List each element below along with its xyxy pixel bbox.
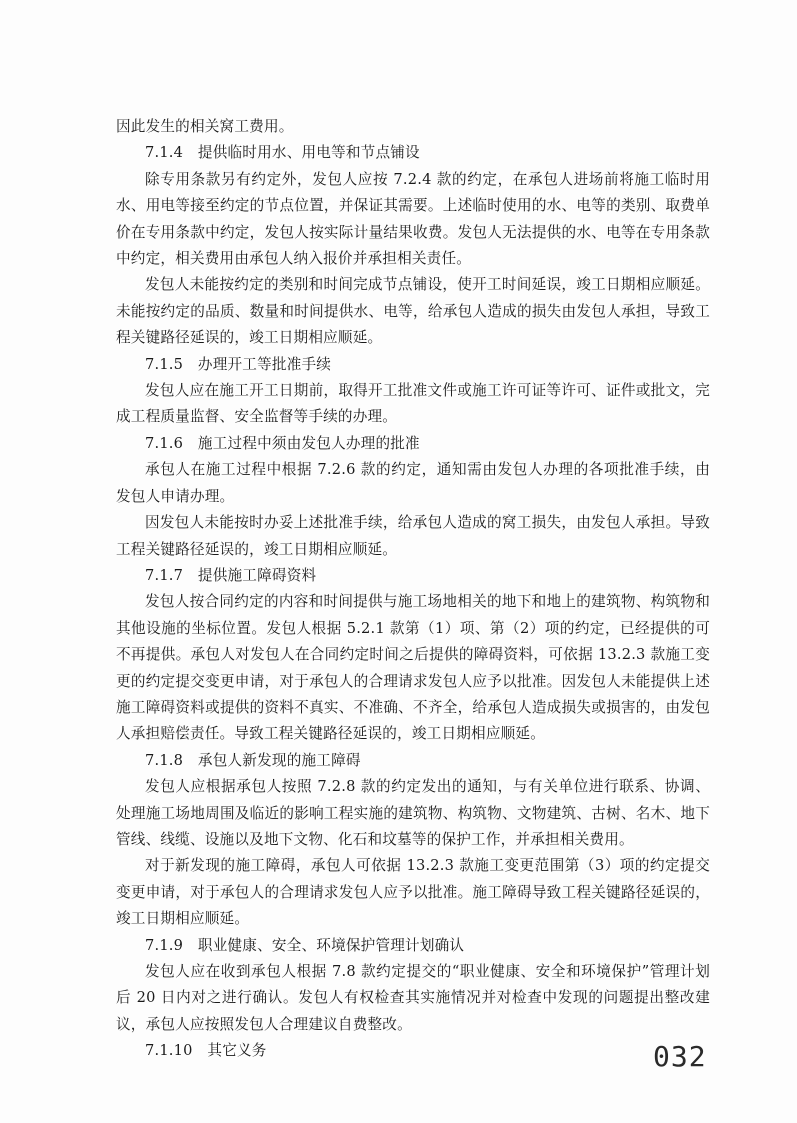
body-text xyxy=(116,114,710,1065)
body-paragraph: 发包人按合同约定的内容和时间提供与施工场地相关的地下和地上的建筑物、构筑物和其他设施的坐标位置。发包人根据 5.2.1 款第（1）项、第（2）项的约定，已经提供的可不再提供。承包人对发包人在合同约定时间之后提供的障碍资料，可依据 13.2.3 款施工变更的约定提交变更申请，对于承包人的合理请求发包人应予以批准。因发包人未能提供上述施工障碍资料或提供的资料不真实、不准确、不齐全，给承包人造成损失或损害的，由发包人承担赔偿责任。导致工程关键路径延误的，竣工日期相应顺延。 xyxy=(116,593,710,743)
body-paragraph: 发包人应在施工开工日期前，取得开工批准文件或施工许可证等许可、证件或批文，完成工程质量监督、安全监督等手续的办理。 xyxy=(116,382,710,426)
body-paragraph: 除专用条款另有约定外，发包人应按 7.2.4 款的约定，在承包人进场前将施工临时用水、用电等接至约定的节点位置，并保证其需要。上述临时使用的水、电等的类别、取费单价在专用条款中约定，发包人按实际计量结果收费。发包人无法提供的水、电等在专用条款中约定，相关费用由承包人纳入报价并承担相关责任。 xyxy=(116,170,710,268)
section-heading: 7.1.5 办理开工等批准手续 xyxy=(145,355,332,373)
body-paragraph: 发包人应根据承包人按照 7.2.8 款的约定发出的通知，与有关单位进行联系、协调、处理施工场地周围及临近的影响工程实施的建筑物、构筑物、文物建筑、古树、名木、地下管线、线缆、设施以及地下文物、化石和坟墓等的保护工作，并承担相关费用。 xyxy=(116,778,710,848)
section-heading: 7.1.8 承包人新发现的施工障碍 xyxy=(145,751,361,769)
section-heading: 7.1.4 提供临时用水、用电等和节点铺设 xyxy=(145,144,420,162)
body-paragraph: 对于新发现的施工障碍，承包人可依据 13.2.3 款施工变更范围第（3）项的约定提交变更申请，对于承包人的合理请求发包人应予以批准。施工障碍导致工程关键路径延误的，竣工日期相应顺延。 xyxy=(116,857,710,928)
body-paragraph: 发包人未能按约定的类别和时间完成节点铺设，使开工时间延误，竣工日期相应顺延。未能按约定的品质、数量和时间提供水、电等，给承包人造成的损失由发包人承担，导致工程关键路径延误的，竣工日期相应顺延。 xyxy=(116,276,710,347)
body-paragraph: 承包人在施工过程中根据 7.2.6 款的约定，通知需由发包人办理的各项批准手续，由发包人申请办理。 xyxy=(116,461,710,505)
section-heading: 7.1.6 施工过程中须由发包人办理的批准 xyxy=(145,434,420,452)
section-heading: 7.1.10 其它义务 xyxy=(145,1042,267,1060)
section-heading: 7.1.9 职业健康、安全、环境保护管理计划确认 xyxy=(145,936,465,954)
body-paragraph: 发包人应在收到承包人根据 7.8 款约定提交的“职业健康、安全和环境保护”管理计划后 20 日内对之进行确认。发包人有权检查其实施情况并对检查中发现的问题提出整改建议，承包人应按照发包人合理建议自费整改。 xyxy=(116,963,710,1033)
continuation-paragraph: 因此发生的相关窝工费用。 xyxy=(116,118,294,135)
section-heading: 7.1.7 提供施工障碍资料 xyxy=(145,566,317,584)
body-paragraph: 因发包人未能按时办妥上述批准手续，给承包人造成的窝工损失，由发包人承担。导致工程关键路径延误的，竣工日期相应顺延。 xyxy=(116,514,710,558)
page-number: 032 xyxy=(653,1040,707,1073)
